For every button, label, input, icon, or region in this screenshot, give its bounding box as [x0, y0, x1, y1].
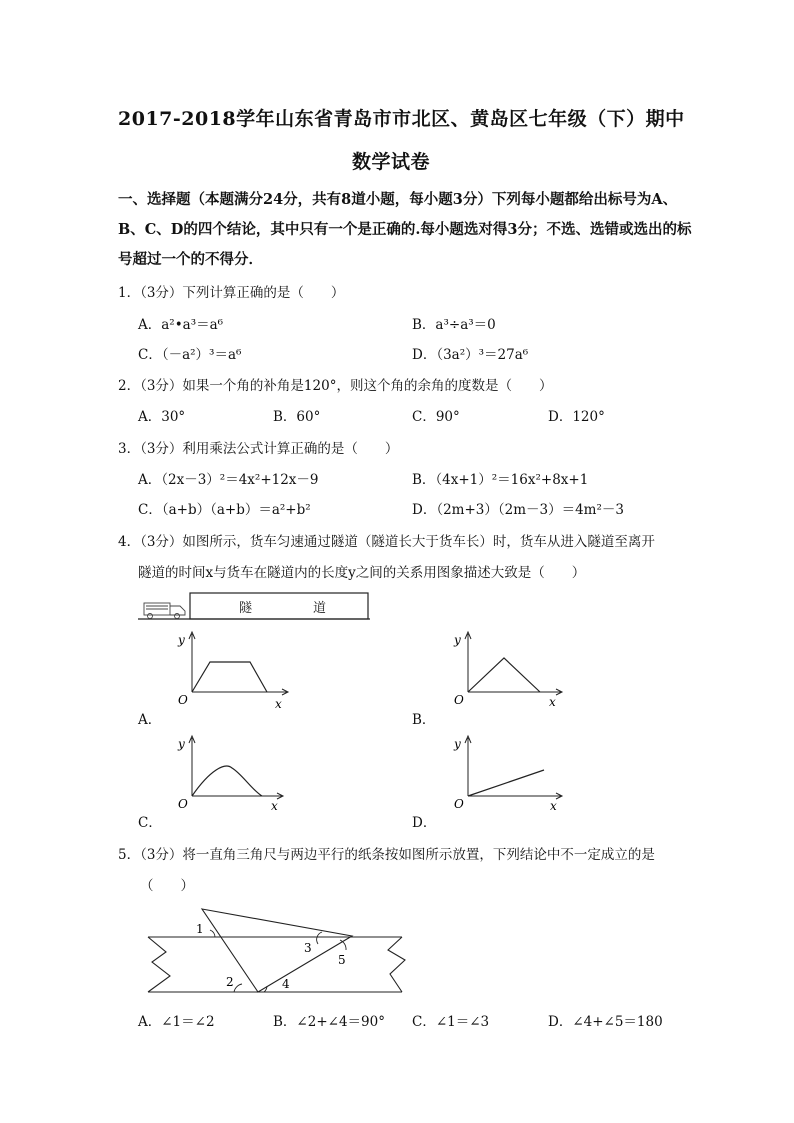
graph-b-y-label: y	[454, 633, 461, 647]
question-1-option-d: D．（3a²）³＝27a⁶	[412, 347, 529, 363]
angle-label-1: 1	[196, 922, 204, 936]
angle-label-3: 3	[304, 941, 312, 955]
question-2-option-a: A．30°	[138, 409, 186, 425]
graph-a-y-label: y	[178, 633, 185, 647]
question-3-option-c: C．（a+b）（a+b）＝a²+b²	[138, 502, 311, 518]
question-5-option-a: A．∠1＝∠2	[138, 1014, 215, 1030]
question-5-option-c: C．∠1＝∠3	[412, 1014, 490, 1030]
graph-b-origin: O	[454, 693, 464, 707]
angle-label-2: 2	[226, 975, 234, 989]
graph-d-y-label: y	[454, 737, 461, 751]
graph-b-curve	[468, 658, 540, 692]
question-3-stem: 3．（3分）利用乘法公式计算正确的是（ ）	[118, 441, 399, 457]
question-4-option-c: C．	[138, 815, 162, 831]
graph-a-curve	[192, 662, 267, 692]
question-5-stem-line1: 5．（3分）将一直角三角尺与两边平行的纸条按如图所示放置，下列结论中不一定成立的是	[118, 847, 655, 863]
question-4-option-a: A．	[138, 712, 162, 728]
question-2-option-c: C．90°	[412, 409, 460, 425]
question-1-option-b: B．a³÷a³＝0	[412, 317, 496, 333]
angle-label-4: 4	[282, 977, 290, 991]
page-subtitle: 数学试卷	[352, 151, 431, 173]
graph-c	[170, 732, 295, 817]
question-3-option-d: D．（2m+3）（2m－3）＝4m²－3	[412, 502, 624, 518]
section-instructions-line1: 一、选择题（本题满分24分，共有8道小题，每小题3分）下列每小题都给出标号为A、	[118, 191, 678, 208]
question-2-stem: 2．（3分）如果一个角的补角是120°，则这个角的余角的度数是（ ）	[118, 378, 553, 394]
question-4-stem-line2: 隧道的时间x与货车在隧道内的长度y之间的关系用图象描述大致是（ ）	[138, 565, 586, 581]
question-2-option-b: B．60°	[273, 409, 321, 425]
graph-a-x-label: x	[275, 697, 282, 711]
graph-d	[446, 732, 571, 817]
graph-d-x-label: x	[550, 799, 557, 813]
graph-c-curve	[192, 766, 262, 796]
graph-b-x-label: x	[549, 695, 556, 709]
graph-a	[170, 628, 295, 713]
question-1-option-c: C．（－a²）³＝a⁶	[138, 347, 242, 363]
graph-d-curve	[468, 770, 544, 796]
question-2-option-d: D．120°	[548, 409, 605, 425]
angle-label-5: 5	[338, 953, 346, 967]
question-1-stem: 1．（3分）下列计算正确的是（ ）	[118, 285, 345, 301]
tunnel-figure	[130, 590, 380, 630]
paper-strip	[148, 937, 405, 992]
section-instructions-line3: 号超过一个的不得分．	[118, 251, 263, 268]
truck-icon	[144, 603, 185, 619]
right-triangle	[202, 909, 352, 992]
question-3-option-a: A．（2x－3）²＝4x²+12x－9	[138, 472, 319, 488]
triangle-strip-figure	[130, 900, 430, 1005]
graph-d-origin: O	[454, 797, 464, 811]
section-instructions-line2: B、C、D的四个结论，其中只有一个是正确的.每小题选对得3分；不选、选错或选出的标	[118, 221, 692, 238]
page-title: 2017-2018学年山东省青岛市市北区、黄岛区七年级（下）期中	[118, 108, 685, 130]
tunnel-char-2: 道	[313, 601, 327, 616]
question-4-option-b: B．	[412, 712, 436, 728]
question-4-option-d: D．	[412, 815, 437, 831]
question-5-option-d: D．∠4+∠5＝180	[548, 1014, 663, 1030]
graph-a-origin: O	[178, 693, 188, 707]
tunnel-char-1: 隧	[239, 601, 253, 616]
graph-c-x-label: x	[271, 799, 278, 813]
graph-c-y-label: y	[178, 737, 185, 751]
question-5-option-b: B．∠2+∠4＝90°	[273, 1014, 385, 1030]
graph-b	[446, 628, 571, 713]
graph-c-origin: O	[178, 797, 188, 811]
question-3-option-b: B．（4x+1）²＝16x²+8x+1	[412, 472, 589, 488]
question-4-stem-line1: 4．（3分）如图所示，货车匀速通过隧道（隧道长大于货车长）时，货车从进入隧道至离开	[118, 534, 655, 550]
question-1-option-a: A．a²•a³＝a⁶	[138, 317, 224, 333]
question-5-stem-line2: （ ）	[140, 878, 194, 894]
